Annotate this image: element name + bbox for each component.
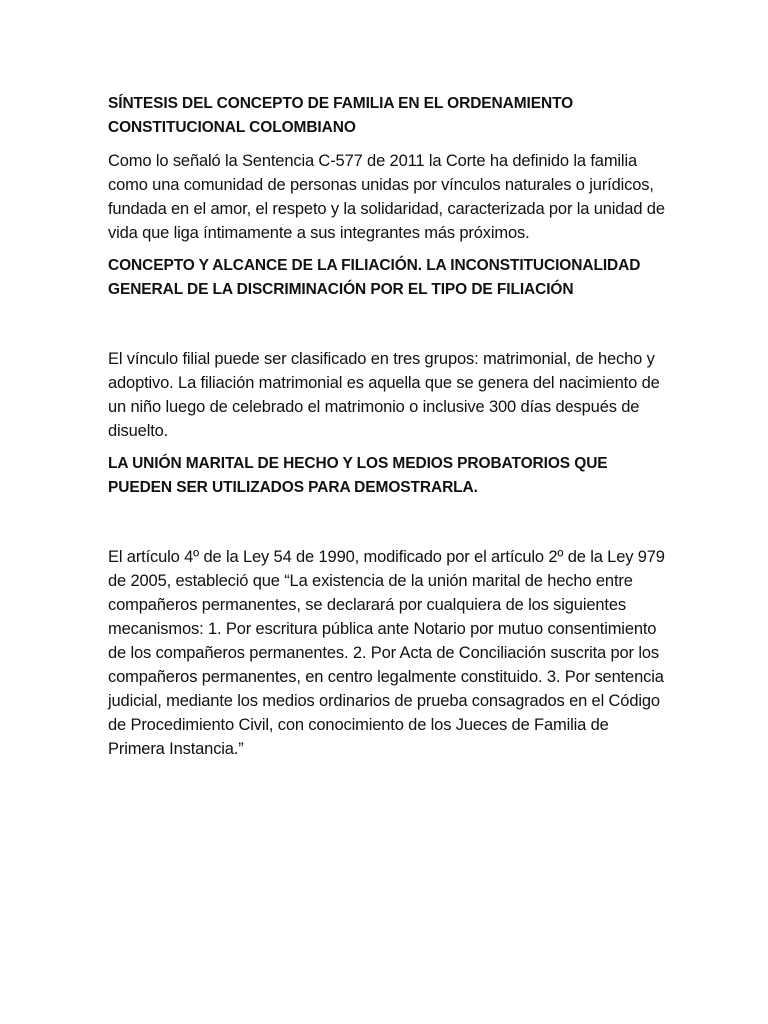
section-2-body: El vínculo filial puede ser clasificado en tres grupos: matrimonial, de hecho y adoptivo. La filiación matrimonial es aquella que se genera del nacimiento de un niño luego de celebrado el matrimonio o inclusive 300 días después de disuelto. bbox=[108, 350, 660, 440]
section-1-heading: SÍNTESIS DEL CONCEPTO DE FAMILIA EN EL ORDENAMIENTO CONSTITUCIONAL COLOMBIANO bbox=[108, 95, 574, 136]
section-2-heading: CONCEPTO Y ALCANCE DE LA FILIACIÓN. LA INCONSTITUCIONALIDAD GENERAL DE LA DISCRIMINACIÓN POR EL TIPO DE FILIACIÓN bbox=[108, 257, 641, 298]
section-1-body: Como lo señaló la Sentencia C-577 de 2011 la Corte ha definido la familia como una comunidad de personas unidas por vínculos naturales o jurídicos, fundada en el amor, el respeto y la solidaridad, caracterizada por la unidad de vida que liga íntimamente a sus integrantes más próximos. bbox=[108, 152, 665, 242]
section-3-heading: LA UNIÓN MARITAL DE HECHO Y LOS MEDIOS PROBATORIOS QUE PUEDEN SER UTILIZADOS PARA DEMOSTRARLA. bbox=[108, 455, 608, 496]
section-3-body: El artículo 4º de la Ley 54 de 1990, modificado por el artículo 2º de la Ley 979 de 2005, estableció que “La existencia de la unión marital de hecho entre compañeros permanentes, se declarará por cualquiera de los siguientes mecanismos: 1. Por escritura pública ante Notario por mutuo consentimiento de los compañeros permanentes. 2. Por Acta de Conciliación suscrita por los compañeros permanentes, en centro legalmente constituido. 3. Por sentencia judicial, mediante los medios ordinarios de prueba consagrados en el Código de Procedimiento Civil, con conocimiento de los Jueces de Familia de Primera Instancia.” bbox=[108, 548, 665, 758]
document-content bbox=[108, 92, 668, 770]
